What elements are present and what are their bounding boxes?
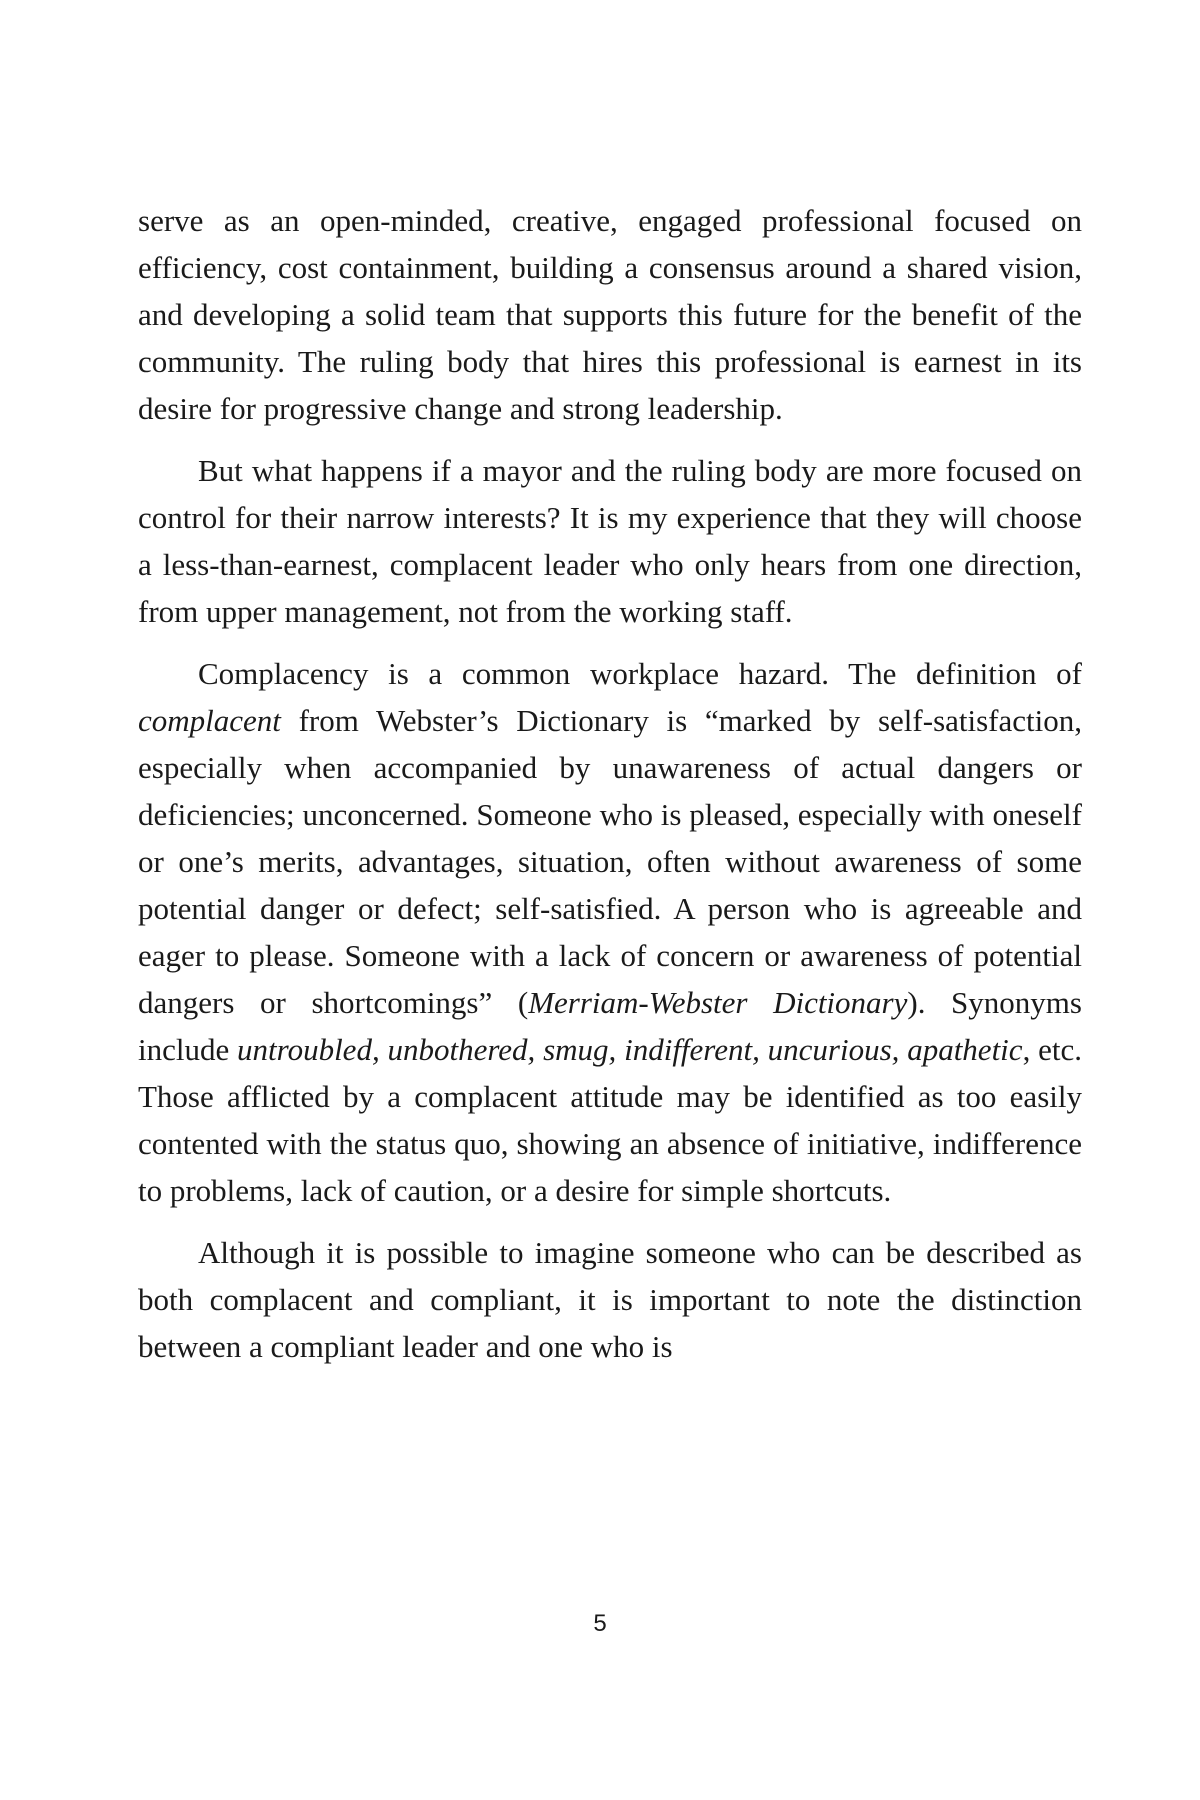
complacent-term: complacent xyxy=(138,703,281,738)
synonyms-list: untroubled, unbothered, smug, indifferent, uncurious, apathetic xyxy=(237,1032,1023,1067)
page-number: 5 xyxy=(593,1610,607,1637)
paragraph-3-text-part3: ). Synonyms include xyxy=(138,985,1082,1067)
paragraph-3-text-part2: from Webster’s Dictionary is “marked by self-satisfaction, especially when accompanied by unawareness of actual dangers or deficiencies; unconcerned. Someone who is pleased, especially with oneself or one’s merits, advantages, situation, often without awareness of some potential danger or defect; self-satisfied. A person who is agreeable and eager to please. Someone with a lack of concern or awareness of potential dangers or shortcomings” ( xyxy=(138,703,1082,1020)
paragraph-4-text: Although it is possible to imagine someone who can be described as both complacent and compliant, it is important to note the distinction between a compliant leader and one who is xyxy=(138,1235,1082,1364)
paragraph-1 xyxy=(138,197,1082,432)
page-body xyxy=(138,197,1082,1385)
paragraph-3-text-part1: Complacency is a common workplace hazard. The definition of xyxy=(198,656,1082,691)
paragraph-4 xyxy=(138,1229,1082,1370)
paragraph-1-text: serve as an open-minded, creative, engaged professional focused on efficiency, cost containment, building a consensus around a shared vision, and developing a solid team that supports this future for the benefit of the community. The ruling body that hires this professional is earnest in its desire for progressive change and strong leadership. xyxy=(138,203,1082,426)
paragraph-3 xyxy=(138,650,1082,1214)
dictionary-source: Merriam-Webster Dictionary xyxy=(528,985,908,1020)
paragraph-3-text-part4: , etc. Those afflicted by a complacent attitude may be identified as too easily contented with the status quo, showing an absence of initiative, indifference to problems, lack of caution, or a desire for simple shortcuts. xyxy=(138,1032,1082,1208)
paragraph-2 xyxy=(138,447,1082,635)
paragraph-2-text: But what happens if a mayor and the ruling body are more focused on control for their narrow interests? It is my experience that they will choose a less-than-earnest, complacent leader who only hears from one direction, from upper management, not from the working staff. xyxy=(138,453,1082,629)
